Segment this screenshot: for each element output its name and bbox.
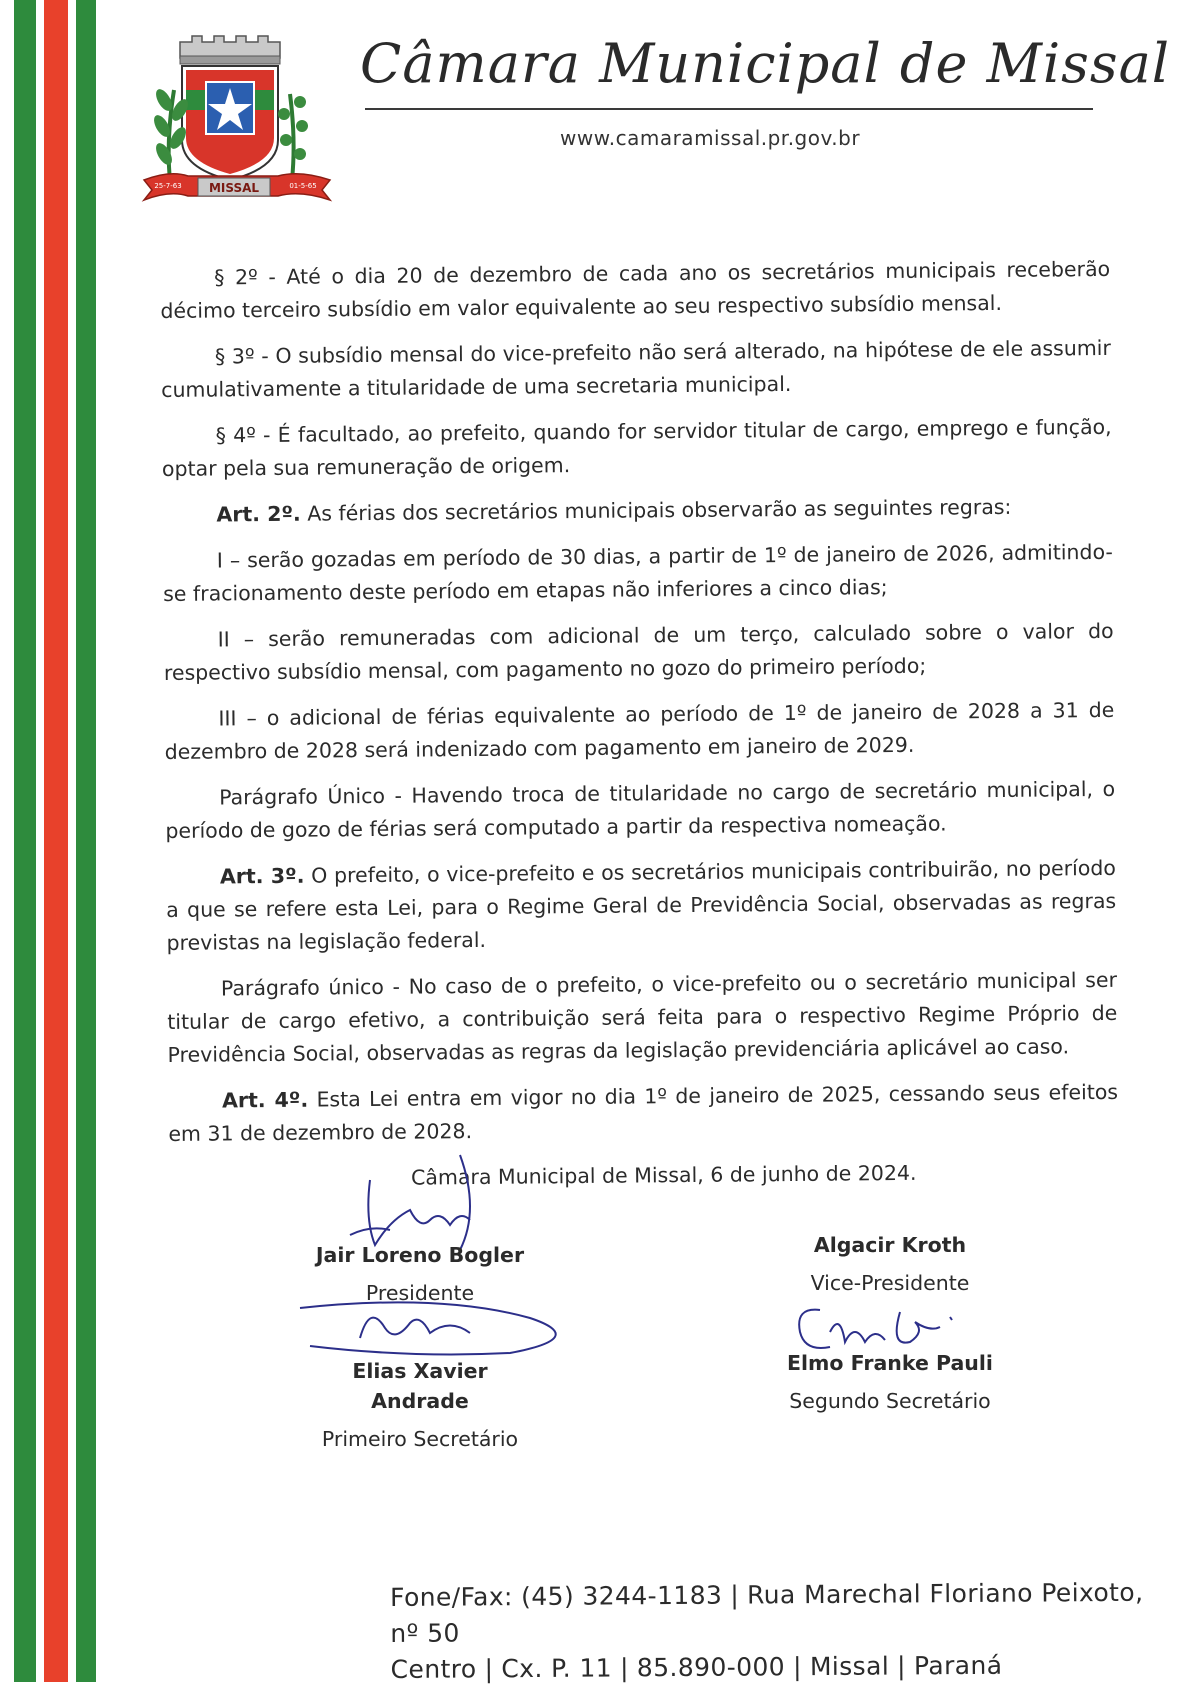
paragraph: I – serão gozadas em período de 30 dias, a partir de 1º de janeiro de 2026, admitindo-se fracionamento deste período em etapas não inferiores a cinco dias; xyxy=(163,539,1113,606)
signature-block-president xyxy=(300,1240,540,1308)
crest-banner-text: MISSAL xyxy=(208,181,260,195)
footer-separator: | xyxy=(484,1654,494,1684)
signature-block-vice-president xyxy=(790,1230,990,1298)
stripe-green-right xyxy=(76,0,96,1682)
article-number: Art. 3º. xyxy=(219,863,305,889)
document-body xyxy=(160,253,1119,1197)
crest-date-right: 01-5-65 xyxy=(289,182,317,190)
signature-block-second-secretary xyxy=(780,1348,1000,1416)
signer-name: Jair Loreno Bogler xyxy=(315,1243,525,1267)
stripe-white xyxy=(0,0,14,1682)
footer-separator: | xyxy=(897,1651,907,1681)
footer-zip: 85.890-000 xyxy=(636,1652,786,1683)
footer-contact xyxy=(390,1575,1151,1688)
footer-city: Missal xyxy=(809,1651,890,1682)
article-number: Art. 4º. xyxy=(221,1087,309,1113)
article-number: Art. 2º. xyxy=(216,501,301,527)
footer-line-2 xyxy=(391,1647,1151,1688)
signer-role: Vice-Presidente xyxy=(810,1271,970,1295)
paragraph: Parágrafo único - No caso de o prefeito, o vice-prefeito ou o secretário municipal ser titular de cargo efetivo, a contribuição será feita para o respectivo Regime Próprio de Previdência Social, observadas as regras da legislação previdenciária aplicável ao caso. xyxy=(167,967,1118,1067)
flag-stripes xyxy=(0,0,110,1682)
footer-address: Rua Marechal Floriano Peixoto, nº 50 xyxy=(390,1577,1144,1648)
footer-po-box: Cx. P. 11 xyxy=(501,1653,613,1684)
website-url: www.camaramissal.pr.gov.br xyxy=(560,126,861,150)
signer-name: Elias Xavier Andrade xyxy=(352,1359,488,1413)
signer-role: Primeiro Secretário xyxy=(321,1427,519,1451)
article-heading-paragraph: Art. 3º. O prefeito, o vice-prefeito e os secretários municipais contribuirão, no período a que se refere esta Lei, para o Regime Geral de Previdência Social, observadas as regras previstas na legislação federal. xyxy=(166,855,1117,955)
footer-state: Paraná xyxy=(913,1650,1003,1681)
page-title: Câmara Municipal de Missal xyxy=(360,32,1171,95)
municipal-crest-logo xyxy=(140,30,336,205)
footer-separator: | xyxy=(730,1580,740,1610)
paragraph: III – o adicional de férias equivalente ao período de 1º de janeiro de 2028 a 31 de dezembro de 2028 será indenizado com pagamento em janeiro de 2029. xyxy=(164,697,1115,764)
stripe-white xyxy=(36,0,44,1682)
paragraph: § 2º - Até o dia 20 de dezembro de cada ano os secretários municipais receberão décimo terceiro subsídio em valor equivalente ao seu respectivo subsídio mensal. xyxy=(160,256,1111,323)
signer-name: Elmo Franke Pauli xyxy=(787,1351,993,1375)
footer-separator: | xyxy=(792,1652,802,1682)
signer-name: Algacir Kroth xyxy=(813,1233,967,1257)
signer-role: Presidente xyxy=(365,1281,475,1305)
footer-separator: | xyxy=(619,1653,629,1683)
stripe-red xyxy=(44,0,68,1682)
stripe-green-left xyxy=(14,0,36,1682)
title-underline-divider xyxy=(365,108,1093,110)
article-heading-paragraph: Art. 2º. As férias dos secretários municipais observarão as seguintes regras: xyxy=(216,494,1012,527)
paragraph: Parágrafo Único - Havendo troca de titularidade no cargo de secretário municipal, o período de gozo de férias será computado a partir da respectiva nomeação. xyxy=(165,776,1116,843)
date-place-line: Câmara Municipal de Missal, 6 de junho de 2024. xyxy=(410,1160,917,1190)
footer-phone: Fone/Fax: (45) 3244-1183 xyxy=(390,1580,723,1612)
signature-block-first-secretary xyxy=(300,1356,540,1454)
article-heading-paragraph: Art. 4º. Esta Lei entra em vigor no dia 1º de janeiro de 2025, cessando seus efeitos em 31 de dezembro de 2028. xyxy=(168,1079,1119,1146)
paragraph: § 4º - É facultado, ao prefeito, quando for servidor titular de cargo, emprego e função, optar pela sua remuneração de origem. xyxy=(161,414,1112,481)
paragraph: II – serão remuneradas com adicional de um terço, calculado sobre o valor do respectivo subsídio mensal, com pagamento no gozo do primeiro período; xyxy=(163,618,1114,685)
paragraph: § 3º - O subsídio mensal do vice-prefeito não será alterado, na hipótese de ele assumir cumulativamente a titularidade de uma secretaria municipal. xyxy=(161,335,1111,402)
footer-district: Centro xyxy=(390,1654,477,1684)
footer-line-1 xyxy=(390,1575,1150,1652)
crest-date-left: 25-7-63 xyxy=(154,182,182,190)
signer-role: Segundo Secretário xyxy=(789,1389,991,1413)
stripe-white xyxy=(68,0,76,1682)
